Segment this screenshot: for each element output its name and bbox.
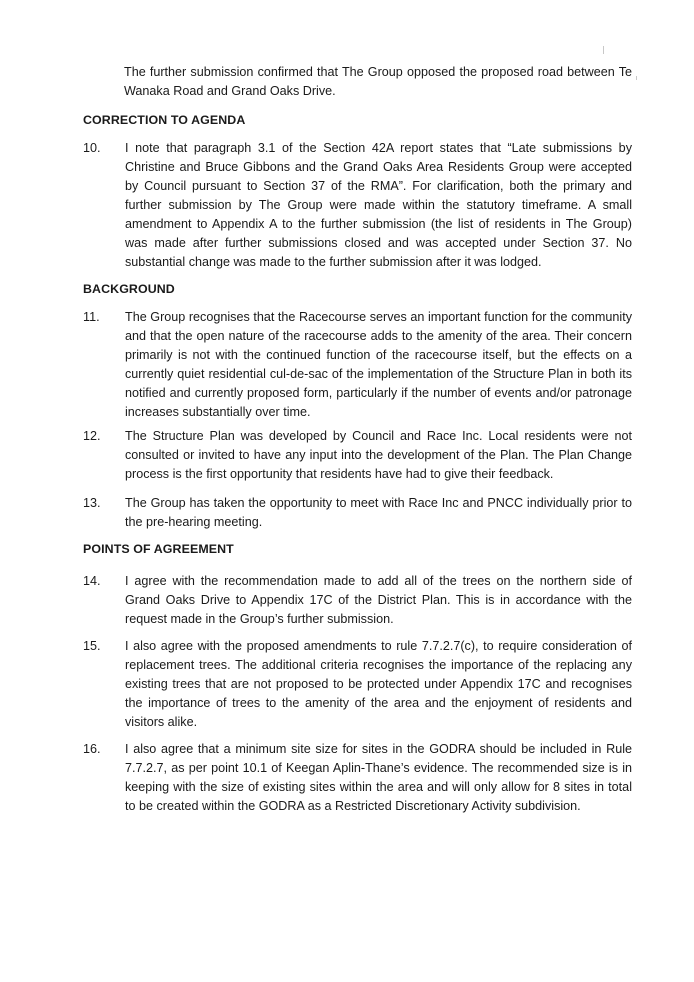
paragraph-15 xyxy=(83,637,632,732)
intro-paragraph: The further submission confirmed that The Group opposed the proposed road between Te Wanaka Road and Grand Oaks Drive. xyxy=(124,65,632,98)
paragraph-number: 10. xyxy=(83,141,101,155)
paragraph-text: I agree with the recommendation made to add all of the trees on the northern side of Grand Oaks Drive to Appendix 17C of the District Plan. This is in accordance with the request made in the Group’s further submission. xyxy=(125,574,632,626)
paragraph-text: The Group has taken the opportunity to meet with Race Inc and PNCC individually prior to the pre-hearing meeting. xyxy=(125,496,632,529)
paragraph-number: 12. xyxy=(83,429,101,443)
paragraph-11 xyxy=(83,308,632,422)
paragraph-14 xyxy=(83,572,632,629)
paragraph-text: I note that paragraph 3.1 of the Section 42A report states that “Late submissions by Christine and Bruce Gibbons and the Grand Oaks Area Residents Group were accepted by Council pursuant to Section 37 of the RMA”. For clarification, both the primary and further submission by The Group were made within the statutory timeframe. A small amendment to Appendix A to the further submission (the list of residents in The Group) was made after further submissions closed and was accepted under Section 37. No substantial change was made to the further submission after it was lodged. xyxy=(125,141,632,269)
section-heading-agreement: POINTS OF AGREEMENT xyxy=(83,542,234,556)
paragraph-number: 14. xyxy=(83,574,101,588)
section-heading-background: BACKGROUND xyxy=(83,282,175,296)
paragraph-text: The Group recognises that the Racecourse serves an important function for the community and that the open nature of the racecourse adds to the amenity of the area. Their concern primarily is not with the continued function of the racecourse itself, but the effects on a currently quiet residential cul-de-sac of the implementation of the Structure Plan in both its notified and currently proposed form, particularly if the number of events and/or patronage increases substantially over time. xyxy=(125,310,632,419)
paragraph-text: The Structure Plan was developed by Council and Race Inc. Local residents were not consulted or invited to have any input into the development of the Plan. The Plan Change process is the first opportunity that residents have had to give their feedback. xyxy=(125,429,632,481)
scan-mark xyxy=(636,76,637,80)
paragraph-10 xyxy=(83,139,632,272)
paragraph-text: I also agree with the proposed amendments to rule 7.7.2.7(c), to require consideration of replacement trees. The additional criteria recognises the importance of the replacing any existing trees that are not proposed to be protected under Appendix 17C and recognises the importance of trees to the amenity of the area and the enjoyment of residents and visitors alike. xyxy=(125,639,632,729)
paragraph-number: 16. xyxy=(83,742,101,756)
paragraph-text: I also agree that a minimum site size for sites in the GODRA should be included in Rule 7.7.2.7, as per point 10.1 of Keegan Aplin-Thane’s evidence. The recommended size is in keeping with the size of existing sites within the area and will only allow for 8 sites in total to be created within the GODRA as a Restricted Discretionary Activity subdivision. xyxy=(125,742,632,813)
paragraph-13 xyxy=(83,494,632,532)
paragraph-number: 11. xyxy=(83,310,100,324)
paragraph-number: 13. xyxy=(83,496,101,510)
paragraph-number: 15. xyxy=(83,639,101,653)
scan-mark xyxy=(603,46,604,54)
paragraph-16 xyxy=(83,740,632,816)
section-heading-correction: CORRECTION TO AGENDA xyxy=(83,113,246,127)
paragraph-12 xyxy=(83,427,632,484)
